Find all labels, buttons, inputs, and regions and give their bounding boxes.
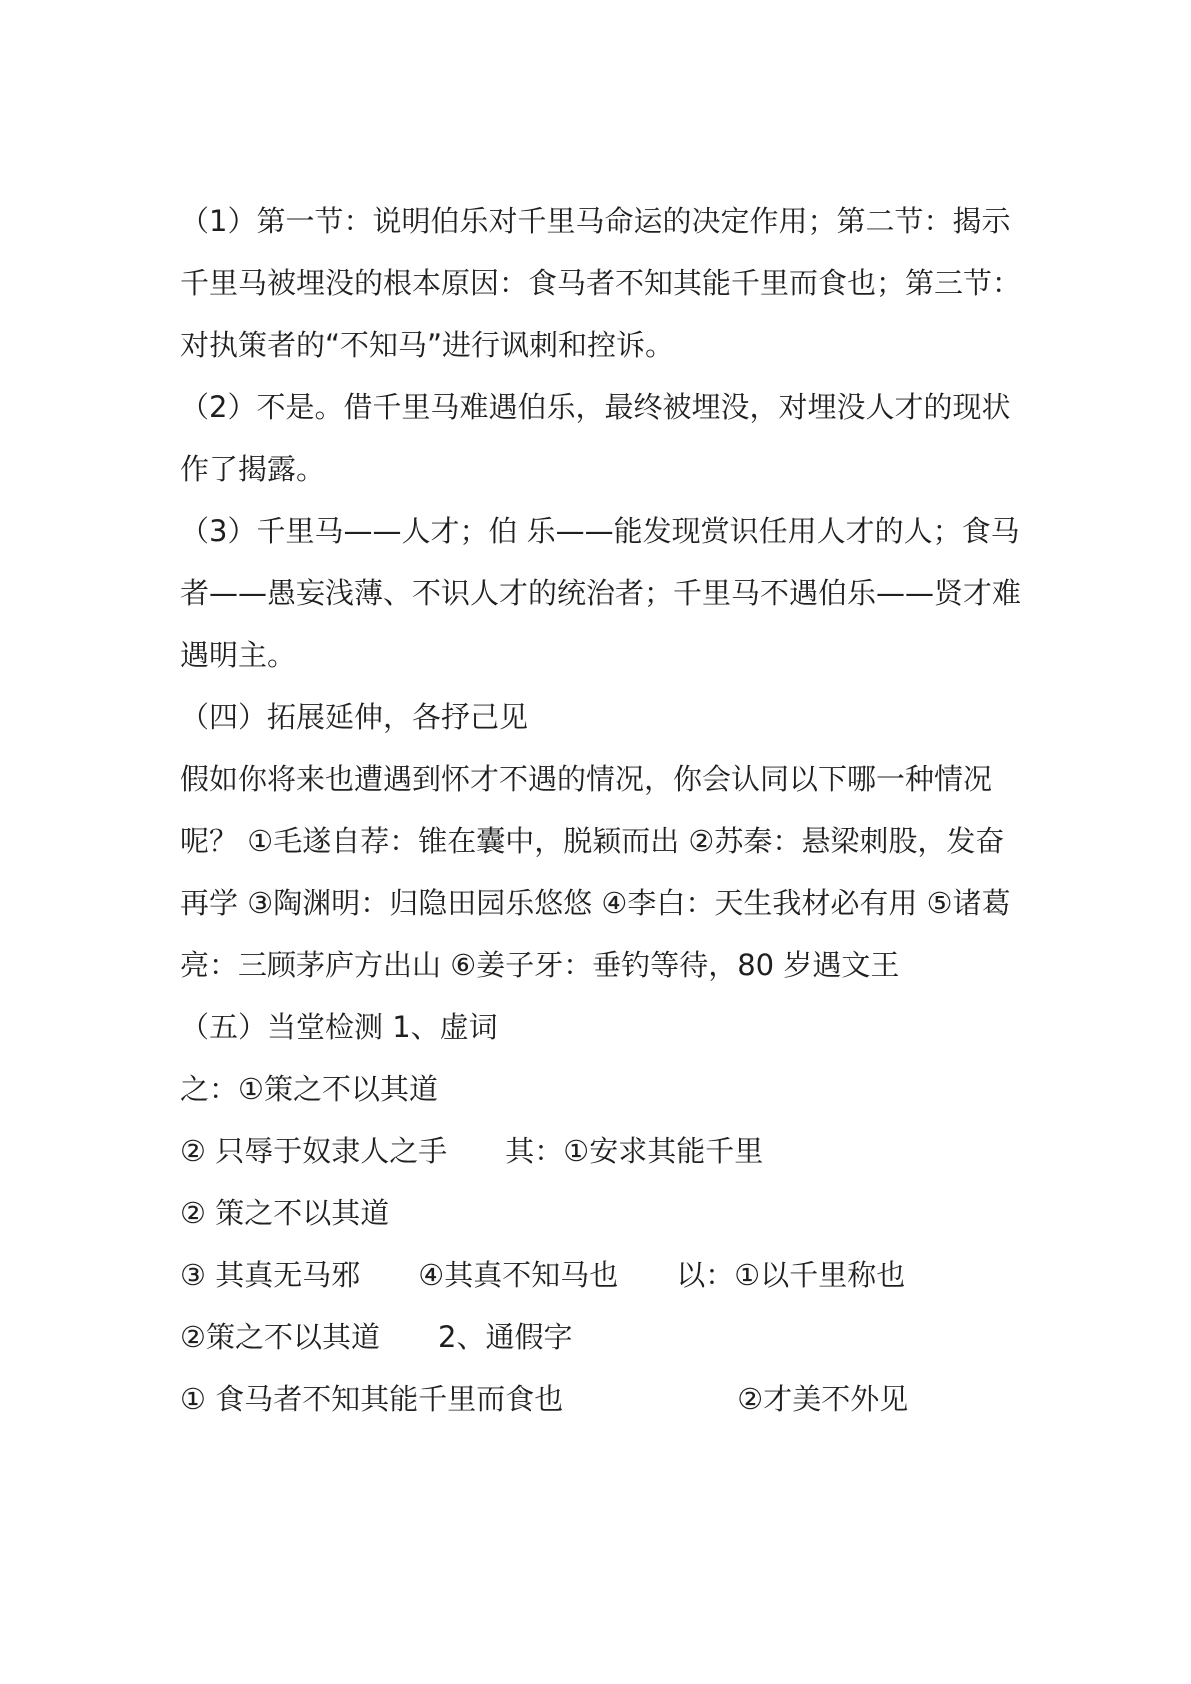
document-body (180, 190, 1030, 1430)
section-heading-4: （四）拓展延伸，各抒己见 (180, 700, 529, 734)
answer-paragraph-1: （1）第一节：说明伯乐对千里马命运的决定作用；第二节：揭示千里马被埋没的根本原因：食马者不知其能千里而食也；第三节：对执策者的“不知马”进行讽刺和控诉。 (180, 204, 1022, 362)
exercise-line-4: ③ 其真无马邪 ④其真不知马也 以：①以千里称也 (180, 1258, 906, 1292)
exercise-line-3: ② 策之不以其道 (180, 1196, 390, 1230)
exercise-line-5: ②策之不以其道 2、通假字 (180, 1320, 573, 1354)
question-paragraph: 假如你将来也遭遇到怀才不遇的情况，你会认同以下哪一种情况呢？ ①毛遂自荐：锥在囊中，脱颖而出 ②苏秦：悬梁刺股，发奋再学 ③陶渊明：归隐田园乐悠悠 ④李白：天生我材必有用 ⑤诸葛亮：三顾茅庐方出山 ⑥姜子牙：垂钓等待，80 岁遇文王 (180, 762, 1011, 982)
section-heading-5: （五）当堂检测 1、虚词 (180, 1010, 498, 1044)
exercise-line-6: ① 食马者不知其能千里而食也 ②才美不外见 (180, 1382, 909, 1416)
exercise-line-2: ② 只辱于奴隶人之手 其：①安求其能千里 (180, 1134, 764, 1168)
answer-paragraph-3: （3）千里马——人才；伯 乐——能发现赏识任用人才的人；食马者——愚妄浅薄、不识人才的统治者；千里马不遇伯乐——贤才难遇明主。 (180, 514, 1022, 672)
answer-paragraph-2: （2）不是。借千里马难遇伯乐，最终被埋没，对埋没人才的现状作了揭露。 (180, 390, 1011, 486)
exercise-line-1: 之：①策之不以其道 (180, 1072, 438, 1106)
